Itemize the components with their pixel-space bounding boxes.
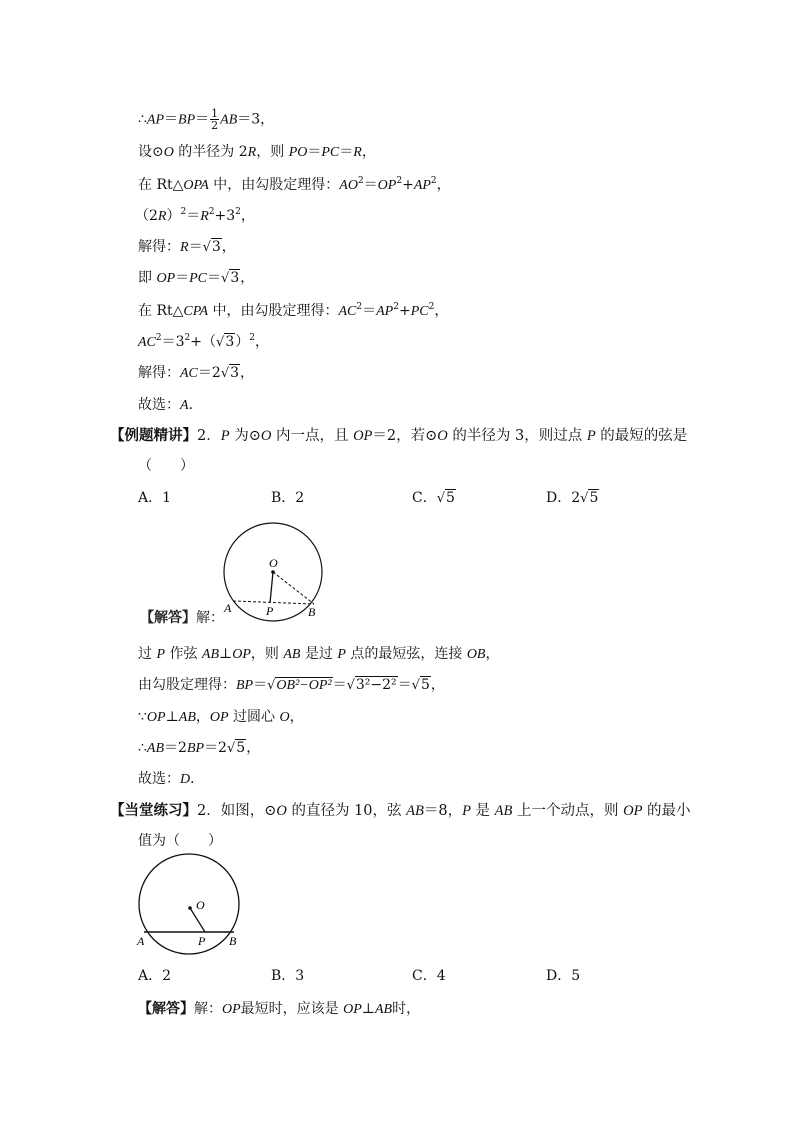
center-dot: [188, 906, 192, 910]
equals: ＝: [175, 270, 190, 286]
sqrt-radicand: 5: [236, 740, 246, 756]
var-pc: PC: [189, 271, 208, 286]
plus: +: [402, 177, 414, 193]
var-op: OP: [623, 803, 643, 819]
var-opa: OPA: [183, 178, 209, 193]
var-bp: BP: [178, 112, 196, 128]
text: 最短时，应该是: [240, 1001, 344, 1017]
equals: ＝: [188, 239, 203, 255]
var-ab: AB: [406, 803, 424, 819]
text: 过圆心: [228, 709, 280, 725]
var-ab: AB: [283, 647, 301, 662]
var-op: OP: [343, 1002, 362, 1017]
sol1-line8: [138, 333, 269, 352]
text: ＝2: [197, 365, 221, 381]
sqrt-radicand: 5: [446, 490, 455, 506]
equals: ＝: [362, 303, 377, 319]
text: +（: [190, 334, 217, 350]
q3-option-a[interactable]: A．2: [138, 968, 172, 984]
q3-stem-line2: 值为（ ）: [138, 833, 222, 849]
sqrt: √3: [220, 365, 240, 381]
q2-sol-line2: [138, 676, 445, 695]
answer-letter: A: [180, 398, 189, 413]
var-ob: OB: [466, 647, 486, 662]
var-cpa: CPA: [183, 304, 209, 319]
q2-option-b[interactable]: B．2: [271, 490, 305, 506]
label-p: P: [198, 934, 206, 948]
q3-stem-line1: [110, 802, 691, 820]
text: ，则: [250, 646, 284, 662]
var-ab: AB: [220, 112, 238, 128]
text: 由勾股定理得：: [138, 677, 236, 693]
var-ab: AB: [374, 1002, 393, 1017]
sqrt-radicand: OB²−OP²: [276, 678, 332, 693]
segment-ob: [273, 572, 314, 604]
q3-option-d[interactable]: D．5: [546, 968, 581, 984]
text: 的直径为 10，弦: [286, 803, 407, 819]
var-pc: PC: [321, 145, 340, 160]
text: 为⊙: [229, 428, 261, 444]
label-a: A: [224, 601, 232, 615]
section-tag: 【当堂练习】: [110, 802, 197, 819]
text: ，则: [256, 144, 289, 160]
label-o: O: [196, 898, 205, 912]
text: ，: [289, 709, 304, 725]
section-tag: 【例题精讲】: [110, 427, 197, 444]
equals: ＝: [253, 677, 268, 693]
var-ao: AO: [339, 178, 358, 193]
text: ，: [254, 334, 269, 350]
label-b: B: [229, 934, 237, 948]
superscript: 2: [393, 302, 399, 312]
var-po: PO: [288, 145, 308, 160]
text: ，: [361, 144, 376, 160]
text: 的最短的弦是: [595, 428, 688, 444]
text: 解得：: [138, 239, 180, 255]
text: 中，由勾股定理得：: [208, 303, 339, 319]
text: 内一点，且: [271, 428, 354, 444]
var-op: OP: [222, 1002, 241, 1017]
sqrt: √3: [216, 334, 235, 350]
text: 的半径为 2: [173, 144, 248, 160]
text: 解：: [194, 1001, 222, 1017]
therefore-symbol: ∴: [138, 111, 147, 128]
label-b: B: [308, 605, 316, 619]
superscript: 2: [235, 207, 241, 217]
equals: ＝: [339, 144, 354, 160]
sqrt-radicand: 3: [230, 270, 240, 286]
text: 在 Rt△: [138, 177, 184, 193]
var-bp: BP: [186, 741, 205, 756]
text: ，: [221, 239, 236, 255]
text: ，: [430, 677, 445, 693]
var-ab: AB: [178, 710, 196, 725]
text: 解：: [196, 610, 224, 626]
var-ac: AC: [138, 335, 156, 350]
equals: ＝: [397, 677, 412, 693]
q2-sol-line4: [138, 739, 260, 758]
text: ，: [436, 177, 451, 193]
equals: ＝: [164, 111, 179, 128]
sqrt-radicand: 3: [211, 239, 221, 255]
segment-op: [270, 572, 273, 603]
sqrt: √5: [436, 490, 455, 506]
sol1-line2: [138, 143, 376, 162]
text: ＝3: [161, 334, 185, 350]
sqrt: √3: [202, 239, 221, 255]
var-o: O: [260, 428, 272, 444]
var-op: OP: [209, 710, 229, 725]
text: ，: [434, 303, 449, 319]
option-label: C．: [412, 490, 437, 506]
sqrt-radicand: 5: [589, 490, 599, 506]
text: ，: [195, 709, 210, 725]
superscript: 2: [356, 302, 363, 312]
var-bp: BP: [236, 678, 254, 693]
superscript: 2: [155, 333, 162, 343]
option-label: D．2: [546, 490, 581, 506]
var-r: R: [180, 240, 189, 255]
perp: ⊥: [219, 646, 233, 662]
circle-o: [139, 854, 239, 954]
sqrt: √5: [580, 490, 599, 506]
var-ac: AC: [180, 366, 198, 381]
q2-option-a[interactable]: A．1: [138, 490, 172, 506]
q3-answer-line1: [138, 1000, 420, 1019]
superscript: 2: [396, 176, 403, 186]
answer-tag: 【解答】: [140, 610, 196, 626]
sqrt: √5: [411, 677, 430, 693]
var-ap: AP: [376, 304, 394, 319]
text: 2．如图，⊙: [197, 803, 277, 819]
var-r: R: [353, 145, 362, 160]
var-r: R: [157, 209, 167, 224]
sol1-line1: [138, 108, 274, 131]
superscript: 2: [428, 302, 435, 312]
text: 故选：: [138, 771, 180, 787]
q2-answer-blank: （ ）: [138, 458, 194, 474]
text: 故选：: [138, 397, 180, 413]
q2-sol-line5: [138, 770, 204, 789]
text: 是: [470, 803, 495, 819]
var-pc: PC: [410, 304, 429, 319]
text: 设⊙: [138, 144, 164, 160]
text: ＝2: [164, 740, 187, 756]
sol1-line5: [138, 238, 236, 257]
text: ）: [235, 334, 250, 350]
fraction-half: [210, 108, 219, 131]
superscript: 2: [208, 207, 215, 217]
var-ac: AC: [338, 304, 357, 319]
perp: ⊥: [361, 1001, 375, 1017]
center-dot: [271, 570, 275, 574]
var-op: OP: [232, 647, 251, 662]
var-ab: AB: [494, 803, 513, 819]
question-number: 2．: [197, 428, 221, 444]
superscript: 2: [180, 207, 187, 217]
answer-tag: 【解答】: [138, 1001, 194, 1017]
var-ab: AB: [201, 647, 220, 662]
text: ＝8，: [423, 803, 463, 819]
text: 是过: [300, 646, 338, 662]
q2-answer-header: [140, 609, 224, 627]
var-p: P: [156, 647, 166, 662]
text: 在 Rt△: [138, 303, 184, 319]
q3-option-b[interactable]: B．3: [271, 968, 305, 984]
q2-option-c[interactable]: [412, 489, 456, 508]
equals: ＝: [207, 270, 222, 286]
var-o: O: [276, 803, 287, 819]
var-o: O: [437, 428, 448, 444]
sqrt-radicand: 3²−2²: [355, 677, 397, 693]
q2-stem-line1: [110, 427, 687, 445]
answer-letter: D: [180, 772, 191, 787]
var-op: OP: [377, 178, 397, 193]
sol1-line10: [138, 396, 203, 415]
text: ，: [485, 646, 500, 662]
text: ，: [240, 270, 255, 286]
superscript: 2: [184, 333, 191, 343]
sol1-line9: [138, 364, 254, 383]
text: 即: [138, 270, 157, 286]
q2-option-d[interactable]: [546, 489, 599, 508]
sol1-line4: [135, 207, 255, 226]
text: +3: [214, 208, 236, 224]
sqrt-radicand: 5: [420, 677, 430, 693]
text: ．: [190, 771, 205, 787]
text: 中，由勾股定理得：: [208, 177, 340, 193]
label-p: P: [266, 604, 274, 618]
var-r: R: [200, 209, 209, 224]
var-ap: AP: [413, 178, 431, 193]
q2-circle-figure: [215, 515, 335, 625]
sqrt-radicand: 3: [225, 334, 235, 350]
equals: ＝: [195, 111, 210, 128]
text: ，: [240, 365, 255, 381]
sqrt: √3²−2²: [346, 677, 397, 693]
text: 的半径为 3，则过点: [447, 428, 587, 444]
text: 解得：: [138, 365, 180, 381]
var-p: P: [220, 428, 230, 444]
perp: ⊥: [165, 709, 179, 725]
text: 的最小: [642, 803, 691, 819]
equals: ＝: [363, 177, 378, 193]
var-r: R: [247, 145, 257, 160]
text: （2: [135, 208, 158, 224]
chord-ab: [233, 601, 314, 604]
plus: +: [398, 303, 411, 319]
text: ＝2，若⊙: [372, 428, 438, 444]
q3-option-c[interactable]: C．4: [412, 968, 446, 984]
sol1-line3: [138, 176, 451, 195]
therefore-symbol: ∴: [138, 740, 147, 756]
text: ，: [240, 208, 255, 224]
equals: ＝: [307, 144, 322, 160]
text: 过: [138, 646, 157, 662]
text: 作弦: [165, 646, 202, 662]
var-o: O: [279, 710, 290, 725]
equals: ＝: [332, 677, 347, 693]
because-symbol: ∵: [138, 709, 147, 725]
superscript: 2: [249, 333, 255, 343]
sqrt: √5: [226, 740, 246, 756]
var-op: OP: [353, 428, 373, 444]
fraction-numerator: 1: [211, 107, 219, 120]
text: 点的最短弦，连接: [345, 646, 467, 662]
text: 时，: [392, 1001, 421, 1017]
var-p: P: [337, 647, 346, 662]
text: ，: [246, 740, 261, 756]
q3-circle-figure: [130, 852, 255, 962]
sol1-line7: [138, 302, 448, 321]
fraction-denominator: 2: [211, 119, 219, 132]
label-o: O: [269, 556, 278, 570]
text: ．: [188, 397, 203, 413]
text: ）: [166, 208, 181, 224]
var-o: O: [163, 145, 174, 160]
var-ap: AP: [146, 112, 165, 128]
superscript: 2: [430, 176, 437, 186]
superscript: 2: [357, 176, 364, 186]
sol1-line6: [138, 269, 254, 288]
q2-sol-line1: [138, 645, 499, 664]
var-p: P: [462, 803, 471, 819]
var-op: OP: [156, 271, 176, 286]
var-op: OP: [146, 710, 166, 725]
sqrt: √OB²−OP²: [267, 678, 332, 693]
label-a: A: [137, 934, 145, 948]
equals: ＝: [186, 208, 201, 224]
var-ab: AB: [146, 741, 165, 756]
sqrt: √3: [221, 270, 240, 286]
q2-sol-line3: [138, 708, 304, 727]
var-p: P: [586, 428, 596, 444]
text: 上一个动点，则: [512, 803, 624, 819]
sqrt-radicand: 3: [230, 365, 240, 381]
text: ＝2: [204, 740, 227, 756]
text: ＝3，: [237, 111, 275, 128]
